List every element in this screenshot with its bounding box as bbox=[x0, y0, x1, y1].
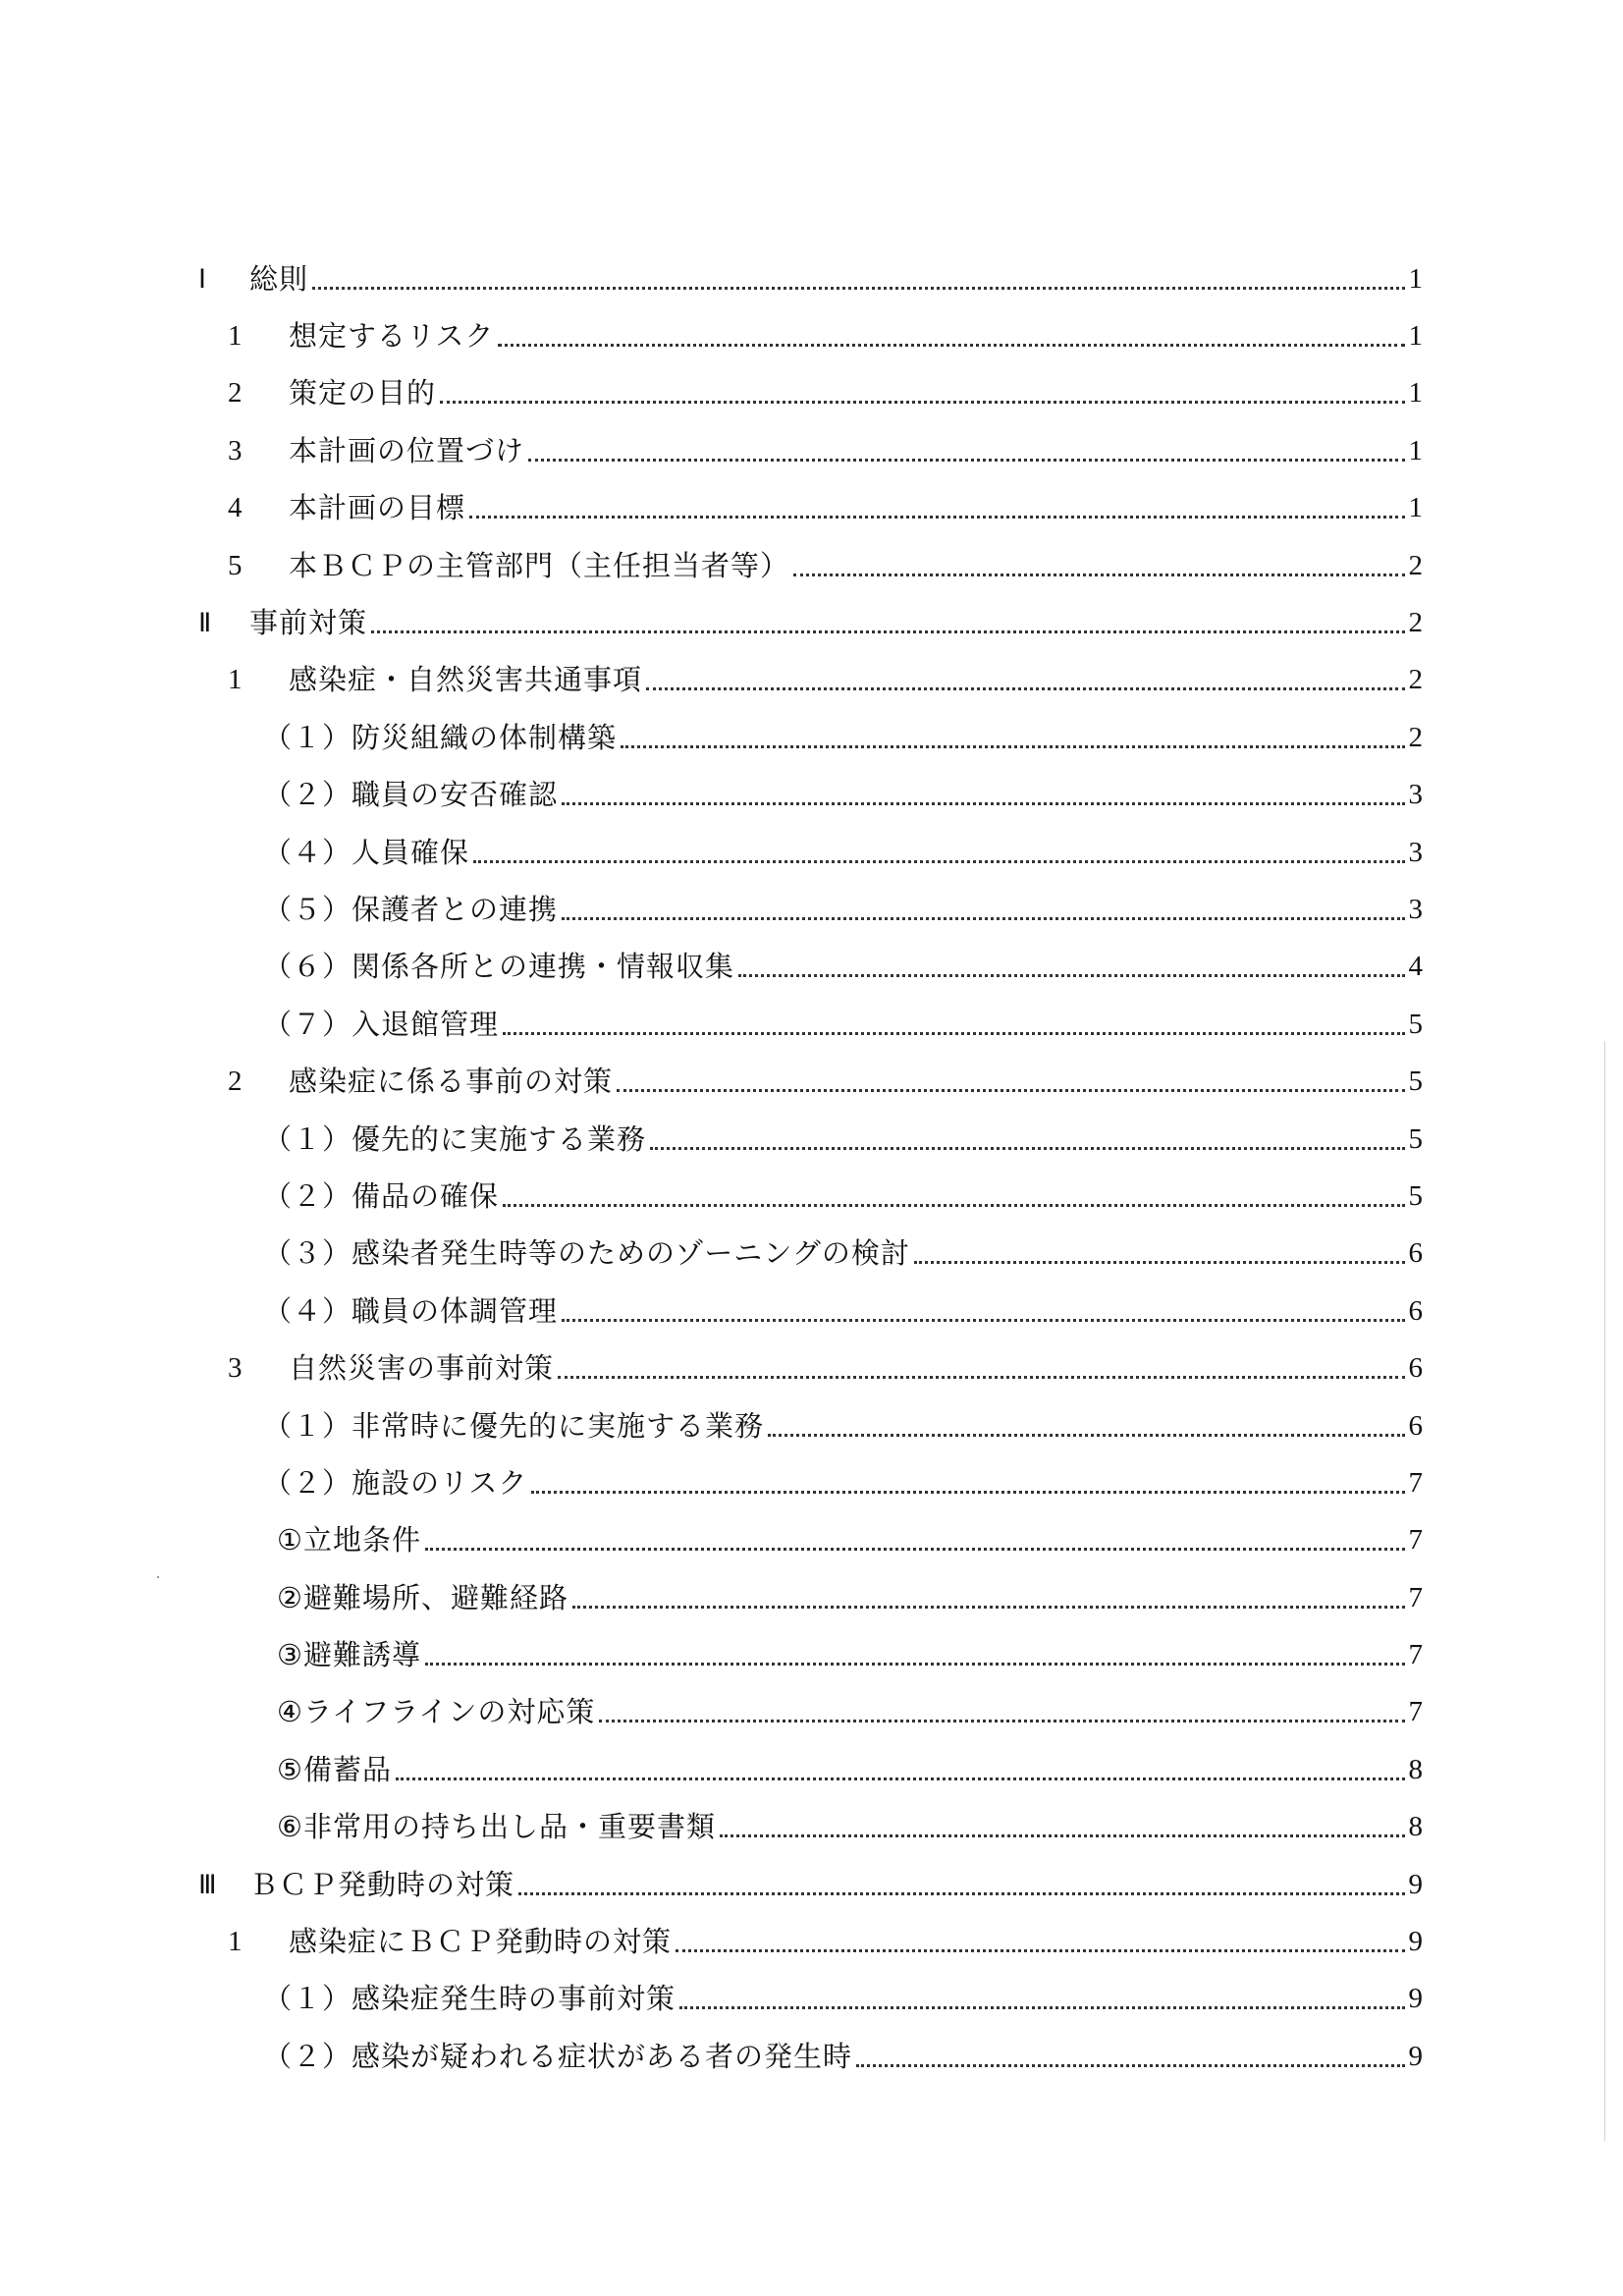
toc-entry-number: Ⅱ bbox=[198, 608, 212, 638]
toc-entry-page-number: 1 bbox=[1408, 492, 1423, 524]
toc-entry[interactable] bbox=[0, 537, 1623, 594]
dot-leader bbox=[503, 1032, 1404, 1035]
dot-leader bbox=[440, 401, 1404, 404]
toc-entry-title: （５）保護者との連携 bbox=[263, 892, 559, 926]
toc-entry-title: （１）防災組織の体制構築 bbox=[263, 720, 618, 754]
toc-entry-title: 事前対策 bbox=[249, 606, 368, 640]
toc-entry[interactable] bbox=[0, 422, 1623, 479]
toc-entry[interactable] bbox=[0, 1397, 1623, 1454]
toc-entry-title: ①立地条件 bbox=[277, 1523, 421, 1558]
toc-entry-page-number: 5 bbox=[1408, 1008, 1423, 1040]
toc-entry-title: ＢＣＰ発動時の対策 bbox=[249, 1867, 515, 1901]
toc-entry-title: ⑥非常用の持ち出し品・重要書類 bbox=[277, 1810, 716, 1844]
toc-entry-page-number: 7 bbox=[1408, 1696, 1423, 1728]
toc-entry-title: 本計画の位置づけ bbox=[289, 433, 525, 467]
toc-entry-title: （１）優先的に実施する業務 bbox=[263, 1121, 647, 1156]
table-of-contents bbox=[0, 250, 1623, 2086]
toc-entry-title: 本計画の目標 bbox=[289, 491, 466, 525]
toc-entry-page-number: 5 bbox=[1408, 1179, 1423, 1212]
dot-leader bbox=[646, 687, 1404, 690]
toc-entry-title: （１）非常時に優先的に実施する業務 bbox=[263, 1408, 765, 1443]
dot-leader bbox=[562, 802, 1404, 805]
toc-entry-title: （６）関係各所との連携・情報収集 bbox=[263, 950, 735, 984]
toc-entry-title: 感染症にＢＣＰ発動時の対策 bbox=[289, 1925, 673, 1959]
toc-entry[interactable] bbox=[0, 709, 1623, 766]
toc-entry-page-number: 6 bbox=[1408, 1237, 1423, 1270]
toc-entry-page-number: 1 bbox=[1408, 262, 1423, 295]
toc-entry-page-number: 2 bbox=[1408, 664, 1423, 696]
toc-entry-title: （３）感染者発生時等のためのゾーニングの検討 bbox=[263, 1236, 910, 1271]
scan-speck bbox=[157, 1576, 159, 1578]
toc-entry-title: 自然災害の事前対策 bbox=[289, 1351, 555, 1386]
toc-entry[interactable] bbox=[0, 996, 1623, 1053]
toc-entry-number: Ⅰ bbox=[198, 263, 206, 294]
toc-entry-page-number: 9 bbox=[1408, 1868, 1423, 1900]
dot-leader bbox=[503, 1204, 1404, 1207]
toc-entry[interactable] bbox=[0, 1283, 1623, 1339]
dot-leader bbox=[558, 1376, 1404, 1379]
toc-entry-number: 4 bbox=[228, 492, 243, 524]
toc-entry-page-number: 6 bbox=[1408, 1352, 1423, 1385]
toc-entry-title: ④ライフラインの対応策 bbox=[277, 1695, 596, 1729]
toc-entry-page-number: 8 bbox=[1408, 1753, 1423, 1785]
toc-entry[interactable] bbox=[0, 1684, 1623, 1741]
toc-entry-title: （２）職員の安否確認 bbox=[263, 778, 559, 812]
toc-entry-title: （１）感染症発生時の事前対策 bbox=[263, 1982, 676, 2016]
toc-entry-title: ③避難誘導 bbox=[277, 1638, 421, 1672]
toc-entry[interactable] bbox=[0, 250, 1623, 307]
toc-entry[interactable] bbox=[0, 1512, 1623, 1569]
toc-entry-title: （２）備品の確保 bbox=[263, 1178, 500, 1213]
toc-entry[interactable] bbox=[0, 1799, 1623, 1856]
toc-entry[interactable] bbox=[0, 1971, 1623, 2028]
toc-entry[interactable] bbox=[0, 480, 1623, 537]
toc-entry[interactable] bbox=[0, 594, 1623, 651]
toc-entry[interactable] bbox=[0, 1226, 1623, 1283]
toc-entry-number: 3 bbox=[228, 1352, 243, 1385]
toc-entry-page-number: 1 bbox=[1408, 320, 1423, 353]
dot-leader bbox=[572, 1606, 1405, 1609]
toc-entry-page-number: 3 bbox=[1408, 893, 1423, 925]
dot-leader bbox=[473, 860, 1404, 863]
dot-leader bbox=[518, 1892, 1404, 1895]
dot-leader bbox=[738, 974, 1404, 977]
dot-leader bbox=[562, 917, 1404, 920]
toc-entry-number: 1 bbox=[228, 664, 243, 696]
dot-leader bbox=[312, 287, 1404, 290]
dot-leader bbox=[679, 2006, 1404, 2009]
dot-leader bbox=[856, 2064, 1404, 2067]
dot-leader bbox=[599, 1720, 1404, 1722]
dot-leader bbox=[621, 745, 1404, 748]
toc-entry[interactable] bbox=[0, 652, 1623, 709]
dot-leader bbox=[793, 574, 1404, 576]
dot-leader bbox=[676, 1949, 1404, 1952]
toc-entry-title: （４）人員確保 bbox=[263, 835, 470, 869]
toc-entry-title: 総則 bbox=[249, 261, 309, 296]
toc-entry-page-number: 7 bbox=[1408, 1639, 1423, 1671]
toc-entry-title: 感染症に係る事前の対策 bbox=[289, 1065, 614, 1099]
toc-entry[interactable] bbox=[0, 1168, 1623, 1225]
toc-entry-number: 1 bbox=[228, 1926, 243, 1958]
toc-entry[interactable] bbox=[0, 1454, 1623, 1511]
toc-entry-page-number: 9 bbox=[1408, 2040, 1423, 2072]
toc-entry[interactable] bbox=[0, 767, 1623, 824]
dot-leader bbox=[531, 1491, 1404, 1494]
dot-leader bbox=[562, 1319, 1404, 1322]
toc-entry-page-number: 7 bbox=[1408, 1466, 1423, 1499]
page-edge-line bbox=[1604, 1041, 1605, 2141]
dot-leader bbox=[498, 344, 1404, 347]
dot-leader bbox=[914, 1261, 1405, 1264]
toc-entry[interactable] bbox=[0, 1569, 1623, 1626]
dot-leader bbox=[720, 1834, 1405, 1837]
toc-entry-page-number: 7 bbox=[1408, 1524, 1423, 1557]
toc-entry-page-number: 9 bbox=[1408, 1983, 1423, 2015]
toc-entry[interactable] bbox=[0, 881, 1623, 938]
toc-entry-title: （２）施設のリスク bbox=[263, 1465, 528, 1500]
toc-entry[interactable] bbox=[0, 1053, 1623, 1110]
toc-entry-page-number: 8 bbox=[1408, 1811, 1423, 1843]
toc-entry-title: 策定の目的 bbox=[289, 376, 437, 410]
toc-entry-number: 3 bbox=[228, 434, 243, 466]
toc-entry[interactable] bbox=[0, 1741, 1623, 1798]
toc-entry-page-number: 2 bbox=[1408, 607, 1423, 639]
toc-entry-title: 想定するリスク bbox=[289, 319, 495, 354]
dot-leader bbox=[396, 1777, 1405, 1780]
toc-entry[interactable] bbox=[0, 1111, 1623, 1168]
toc-entry-title: （４）職員の体調管理 bbox=[263, 1293, 559, 1328]
dot-leader bbox=[425, 1548, 1405, 1551]
toc-entry-page-number: 2 bbox=[1408, 721, 1423, 753]
toc-entry[interactable] bbox=[0, 939, 1623, 996]
toc-entry-title: 感染症・自然災害共通事項 bbox=[289, 663, 643, 697]
toc-entry-number: 1 bbox=[228, 320, 243, 353]
toc-entry-title: （２）感染が疑われる症状がある者の発生時 bbox=[263, 2039, 853, 2073]
toc-entry-page-number: 6 bbox=[1408, 1409, 1423, 1442]
toc-entry-page-number: 4 bbox=[1408, 951, 1423, 983]
toc-entry[interactable] bbox=[0, 307, 1623, 364]
dot-leader bbox=[528, 459, 1404, 462]
toc-entry-page-number: 3 bbox=[1408, 779, 1423, 811]
dot-leader bbox=[650, 1147, 1404, 1150]
toc-entry[interactable] bbox=[0, 824, 1623, 881]
toc-entry-title: ②避難場所、避難経路 bbox=[277, 1580, 568, 1614]
toc-entry-number: 2 bbox=[228, 1066, 243, 1098]
toc-entry[interactable] bbox=[0, 365, 1623, 422]
toc-entry-number: Ⅲ bbox=[198, 1869, 217, 1899]
dot-leader bbox=[617, 1089, 1404, 1092]
toc-entry-page-number: 5 bbox=[1408, 1066, 1423, 1098]
toc-entry-page-number: 6 bbox=[1408, 1294, 1423, 1327]
toc-entry-title: ⑤備蓄品 bbox=[277, 1752, 392, 1786]
toc-entry-page-number: 9 bbox=[1408, 1926, 1423, 1958]
toc-entry-number: 5 bbox=[228, 549, 243, 581]
toc-entry[interactable] bbox=[0, 1626, 1623, 1683]
toc-entry-page-number: 1 bbox=[1408, 377, 1423, 410]
toc-entry[interactable] bbox=[0, 1856, 1623, 1913]
dot-leader bbox=[768, 1434, 1404, 1437]
dot-leader bbox=[469, 516, 1404, 519]
toc-entry[interactable] bbox=[0, 1913, 1623, 1970]
dot-leader bbox=[425, 1663, 1405, 1666]
toc-entry-page-number: 1 bbox=[1408, 434, 1423, 466]
toc-entry-page-number: 7 bbox=[1408, 1581, 1423, 1613]
toc-entry-number: 2 bbox=[228, 377, 243, 410]
toc-entry-page-number: 2 bbox=[1408, 549, 1423, 581]
toc-entry-page-number: 5 bbox=[1408, 1122, 1423, 1155]
toc-entry-title: （７）入退館管理 bbox=[263, 1007, 500, 1041]
toc-entry[interactable] bbox=[0, 2028, 1623, 2085]
toc-entry-page-number: 3 bbox=[1408, 836, 1423, 868]
dot-leader bbox=[371, 630, 1404, 633]
toc-entry[interactable] bbox=[0, 1339, 1623, 1396]
toc-entry-title: 本ＢＣＰの主管部門（主任担当者等） bbox=[289, 548, 790, 582]
